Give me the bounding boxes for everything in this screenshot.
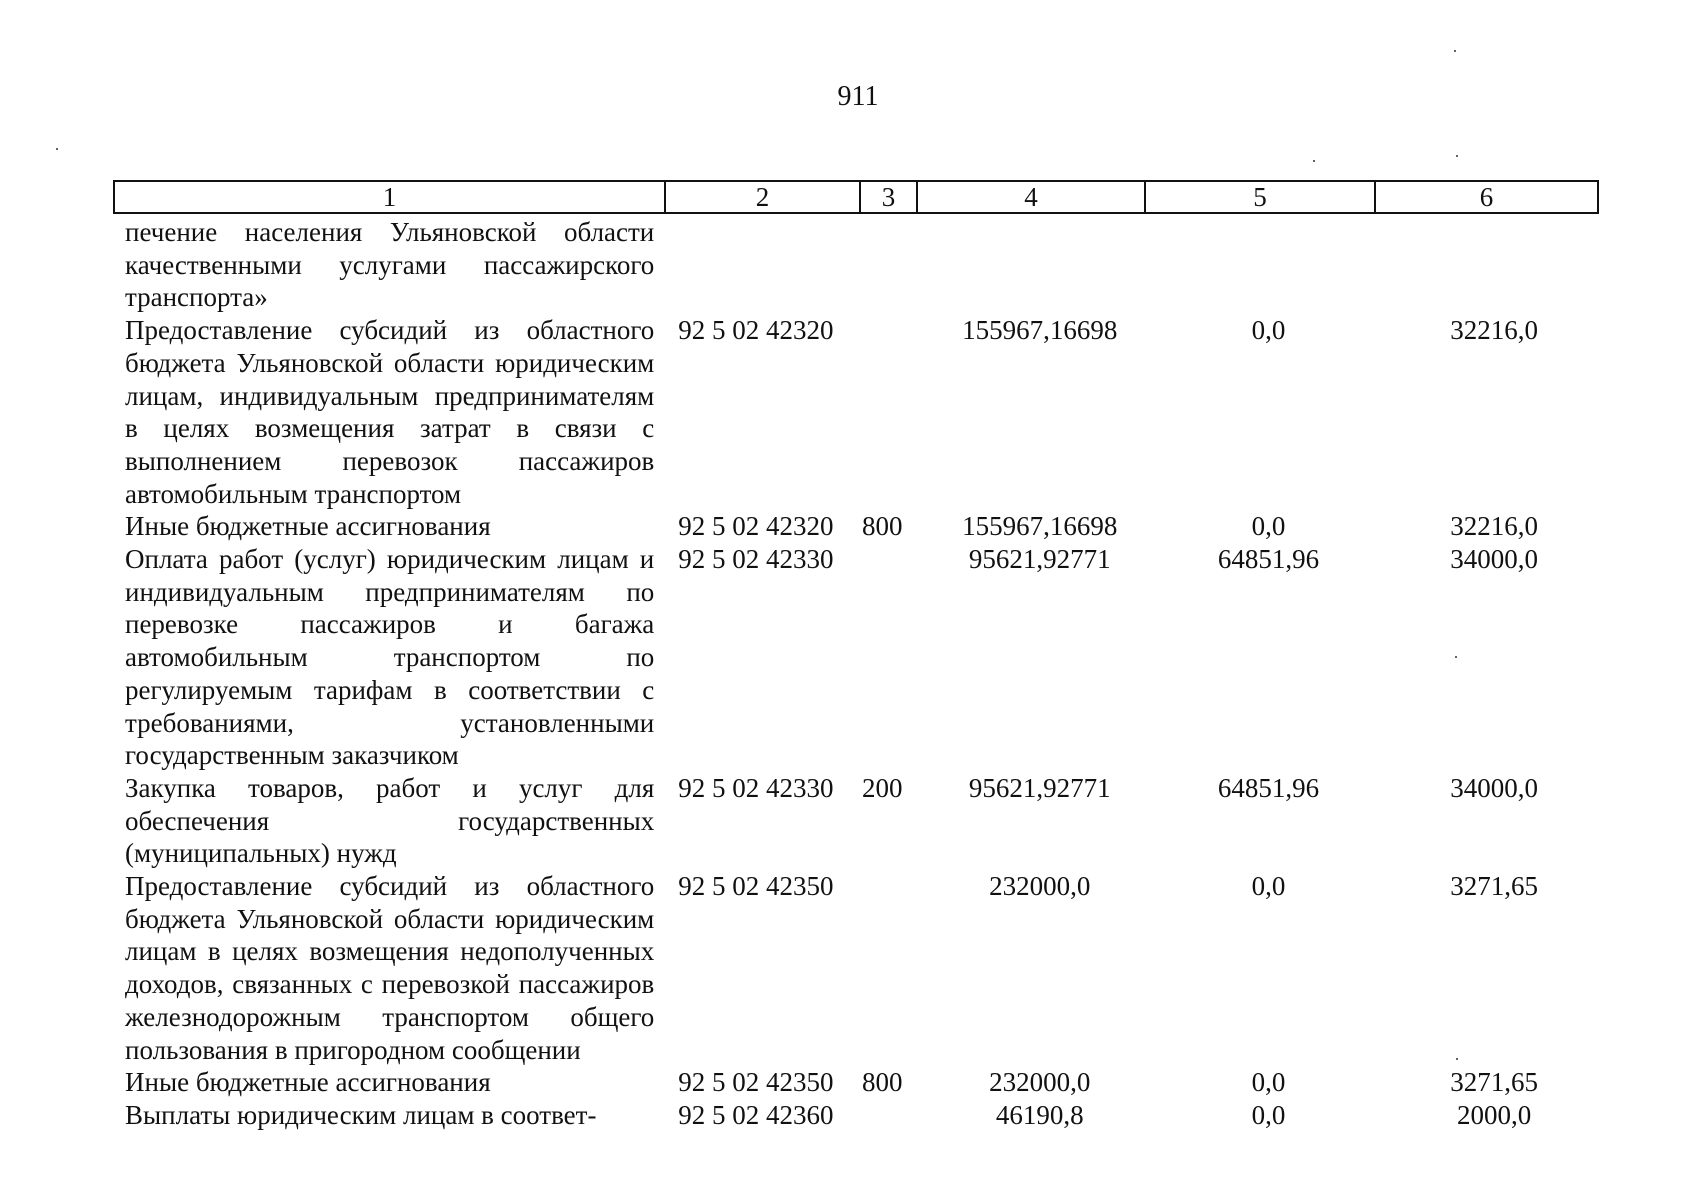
row-value-col4: 232000,0: [989, 871, 1091, 902]
row-value-col6: 3271,65: [1450, 1067, 1539, 1098]
row-value-col4: 95621,92771: [968, 772, 1111, 803]
scan-speck: [1456, 1058, 1458, 1060]
row-value-col5: 64851,96: [1217, 772, 1320, 803]
table-row: [125, 314, 1605, 510]
column-header-5: 5: [1146, 182, 1376, 212]
table-row: [125, 216, 1605, 314]
scan-speck: [1454, 50, 1456, 52]
row-code: 92 5 02 42350: [678, 871, 834, 902]
row-value-col5: 64851,96: [1217, 544, 1320, 575]
row-value-col6: 34000,0: [1450, 772, 1539, 803]
row-code: 92 5 02 42320: [678, 511, 834, 542]
row-expense-type: [862, 216, 926, 314]
table-row: [125, 510, 1605, 543]
row-value-col4: 95621,92771: [968, 544, 1111, 575]
table-body: [125, 216, 1605, 1132]
row-expense-type: [862, 543, 926, 772]
row-description: Выплаты юридическим лицам в соответ-: [125, 1099, 597, 1130]
page-number: 911: [837, 81, 879, 112]
row-value-col5: 0,0: [1251, 315, 1286, 346]
row-value-col5: 0,0: [1251, 1099, 1286, 1130]
row-value-col4: 232000,0: [989, 1067, 1091, 1098]
row-value-col4: 155967,16698: [962, 511, 1118, 542]
row-value-col4: 46190,8: [995, 1099, 1084, 1130]
row-code: 92 5 02 42320: [678, 315, 834, 346]
row-expense-type: [862, 314, 926, 510]
row-value-col5: 0,0: [1251, 1067, 1286, 1098]
row-value-col5: 0,0: [1251, 871, 1286, 902]
row-value-col6: 3271,65: [1450, 871, 1539, 902]
table-row: [125, 772, 1605, 870]
table-row: [125, 543, 1605, 772]
table-row: [125, 1099, 1605, 1132]
column-header-1: 1: [115, 182, 666, 212]
row-code: 92 5 02 42330: [678, 772, 834, 803]
row-description: Иные бюджетные ассигнования: [125, 1067, 491, 1098]
row-value-col5: 0,0: [1251, 511, 1286, 542]
scan-speck: [1313, 160, 1315, 162]
row-description: Иные бюджетные ассигнования: [125, 511, 491, 542]
row-expense-type: 200: [862, 772, 903, 803]
table-row: [125, 1066, 1605, 1099]
row-description: Предоставление субсидий из областного бюджета Ульяновской области юридическим лицам в целях возмещения недополученных доходов, связанных с перевозкой пассажиров железнодорожным транспортом общего пользования в пригородном сообщении: [125, 871, 655, 1065]
row-code: [678, 216, 862, 314]
row-value-col4: [926, 216, 1154, 314]
column-header-6: 6: [1479, 182, 1494, 212]
row-description: Предоставление субсидий из областного бюджета Ульяновской области юридическим лицам, индивидуальным предпринимателям в целях возмещения затрат в связи с выполнением перевозок пассажиров автомобильным транспортом: [125, 315, 655, 509]
row-expense-type: 800: [862, 1067, 903, 1098]
column-header-3: 3: [861, 182, 918, 212]
scan-speck: [1455, 656, 1457, 658]
row-value-col6: 2000,0: [1457, 1099, 1532, 1130]
scan-speck: [56, 148, 58, 150]
row-description: печение населения Ульяновской области качественными услугами пассажирского транспорта»: [125, 217, 655, 313]
row-description: Закупка товаров, работ и услуг для обеспечения государственных (муниципальных) нужд: [125, 772, 655, 869]
row-value-col4: 155967,16698: [962, 315, 1118, 346]
scan-speck: [1456, 155, 1458, 157]
row-expense-type: [862, 870, 926, 1066]
row-code: 92 5 02 42360: [678, 1099, 834, 1130]
column-header-4: 4: [918, 182, 1146, 212]
table-header: [113, 180, 1599, 214]
row-expense-type: 800: [862, 511, 903, 542]
row-value-col6: 32216,0: [1450, 511, 1539, 542]
row-value-col5: [1154, 216, 1384, 314]
row-expense-type: [862, 1099, 926, 1132]
row-code: 92 5 02 42330: [678, 544, 834, 575]
row-description: Оплата работ (услуг) юридическим лицам и индивидуальным предпринимателям по перевозке пассажиров и багажа автомобильным транспортом по регулируемым тарифам в соответствии с требованиями, установленными государственным заказчиком: [125, 544, 655, 771]
row-code: 92 5 02 42350: [678, 1067, 834, 1098]
row-value-col6: [1383, 216, 1605, 314]
table-row: [125, 870, 1605, 1066]
column-header-2: 2: [666, 182, 861, 212]
row-value-col6: 32216,0: [1450, 315, 1539, 346]
row-value-col6: 34000,0: [1450, 544, 1539, 575]
